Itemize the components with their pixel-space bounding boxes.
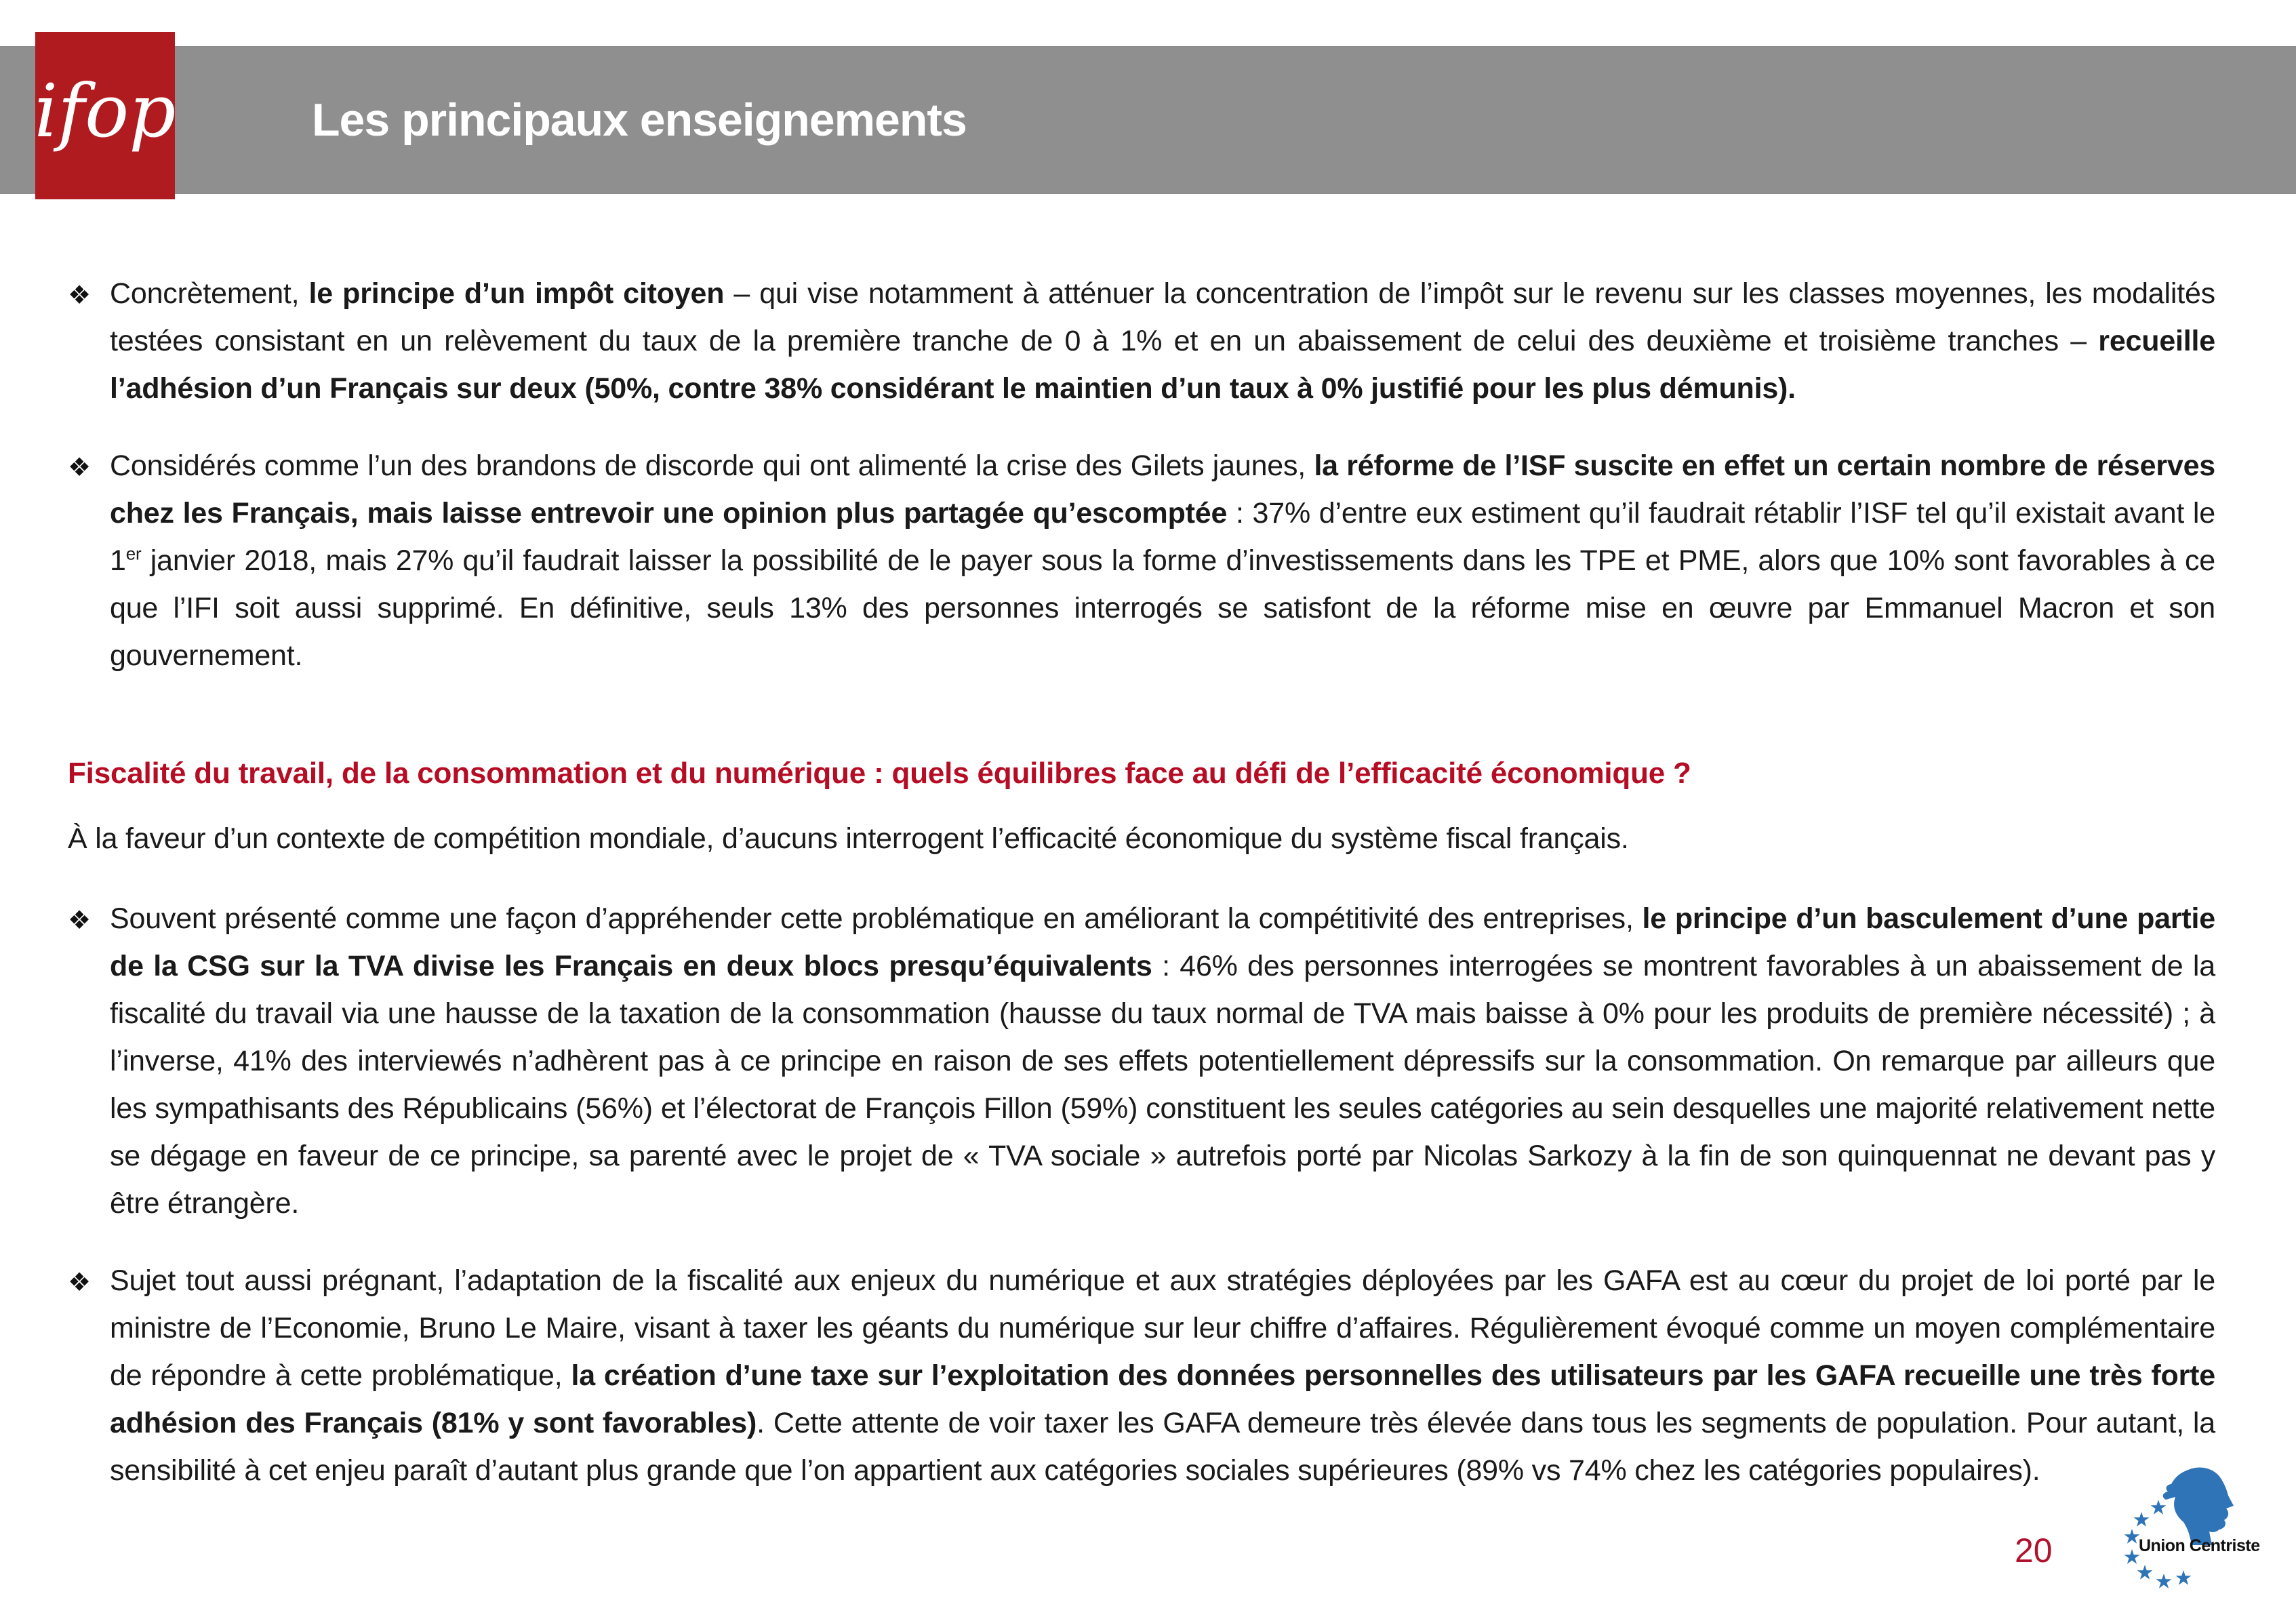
text-segment: janvier 2018, mais 27% qu’il faudrait laisser la possibilité de le payer sous la forme d’investissements dans les TPE et PME, alors que 10% sont favorables à ce que l’IFI soit aussi supprimé. En définitive, seuls 13% des personnes interrogés se satisfont de la réforme mise en œuvre par Emmanuel Macron et son gouvernement. xyxy=(110,544,2215,672)
text-segment-bold: le principe d’un impôt citoyen xyxy=(308,277,725,310)
bullet-paragraph xyxy=(68,270,2215,412)
diamond-bullet-icon: ❖ xyxy=(68,1268,91,1297)
diamond-bullet-icon: ❖ xyxy=(68,906,91,935)
star-icon xyxy=(2134,1512,2150,1527)
text-segment: . Cette attente de voir taxer les GAFA demeure très élevée dans tous les segments de population. Pour autant, la sensibilité à cet enjeu paraît d’autant plus grande que l’on appartient aux catégories sociales supérieures (89% vs 74% chez les catégories populaires). xyxy=(110,1407,2215,1487)
union-centriste-label: Union Centriste xyxy=(2139,1536,2260,1555)
text-segment: Concrètement, xyxy=(110,277,309,310)
union-centriste-logo xyxy=(2116,1441,2296,1600)
marianne-head-icon xyxy=(2163,1467,2234,1545)
text-segment: Sujet tout aussi prégnant, l’adaptation de la fiscalité aux enjeux du numérique et aux stratégies déployées par les GAFA est au cœur du projet de loi porté par le ministre de l’Economie, Bruno Le Maire, visant à taxer les géants du numérique sur leur chiffre d’affaires. Régulièrement évoqué comme un moyen complémentaire de répondre à cette problématique, xyxy=(110,1264,2215,1392)
ifop-logo xyxy=(35,32,175,199)
text-segment: : 46% des personnes interrogées se montrent favorables à un abaissement de la fiscalité du travail via une hausse de la taxation de la consommation (hausse du taux normal de TVA mais baisse à 0% pour les produits de première nécessité) ; à l’inverse, 41% des interviewés n’adhèrent pas à ce principe en raison de ses effets potentiellement dépressifs sur la consommation. On remarque par ailleurs que les sympathisants des Républicains (56%) et l’électorat de François Fillon (59%) constituent les seules catégories au sein desquelles une majorité relativement nette se dégage en faveur de ce principe, sa parenté avec le projet de « TVA sociale » autrefois porté par Nicolas Sarkozy à la fin de son quinquennat ne devant pas y être étrangère. xyxy=(110,950,2216,1220)
ifop-logo-text: ifop xyxy=(34,68,176,154)
bullet-paragraph xyxy=(68,442,2215,679)
diamond-bullet-icon: ❖ xyxy=(68,454,91,482)
star-icon xyxy=(2124,1529,2140,1544)
text-segment: Considérés comme l’un des brandons de discorde qui ont alimenté la crise des Gilets jaunes, xyxy=(110,449,1314,482)
text-segment: Souvent présenté comme une façon d’appréhender cette problématique en améliorant la compétitivité des entreprises, xyxy=(110,902,1643,935)
star-icon xyxy=(2156,1574,2172,1588)
bullet-paragraph xyxy=(68,1257,2215,1494)
text-segment-bold: le principe d’un basculement d’une partie de la CSG sur la TVA divise les Français en deux blocs presqu’équivalents xyxy=(110,902,2215,982)
ordinal-superscript: er xyxy=(125,543,142,564)
bullet-paragraph xyxy=(68,895,2215,1227)
section-heading: Fiscalité du travail, de la consommation et du numérique : quels équilibres face au défi de l’efficacité économique ? xyxy=(68,757,1691,790)
star-icon xyxy=(2124,1549,2140,1564)
text-segment-bold: la création d’une taxe sur l’exploitation des données personnelles des utilisateurs par les GAFA recueille une très forte adhésion des Français (81% y sont favorables) xyxy=(110,1359,2215,1439)
star-icon xyxy=(2151,1500,2167,1515)
section-intro: À la faveur d’un contexte de compétition mondiale, d’aucuns interrogent l’efficacité économique du système fiscal français. xyxy=(68,822,1629,855)
text-segment-bold: recueille l’adhésion d’un Français sur deux (50%, contre 38% considérant le maintien d’un taux à 0% justifié pour les plus démunis). xyxy=(110,325,2215,405)
diamond-bullet-icon: ❖ xyxy=(68,281,91,310)
page-number: 20 xyxy=(2015,1532,2053,1569)
page-title: Les principaux enseignements xyxy=(312,94,967,146)
text-segment: : 37% d’entre eux estiment qu’il faudrait rétablir l’ISF tel qu’il existait avant le 1 xyxy=(110,497,2216,577)
star-icon xyxy=(2176,1570,2192,1585)
text-segment-bold: la réforme de l’ISF suscite en effet un certain nombre de réserves chez les Français, mais laisse entrevoir une opinion plus partagée qu’escomptée xyxy=(110,449,2215,529)
text-segment: – qui vise notamment à atténuer la concentration de l’impôt sur le revenu sur les classes moyennes, les modalités testées consistant en un relèvement du taux de la première tranche de 0 à 1% et en un abaissement de celui des deuxième et troisième tranches – xyxy=(110,277,2215,357)
main-content xyxy=(68,270,2215,1524)
star-icon xyxy=(2137,1565,2153,1580)
